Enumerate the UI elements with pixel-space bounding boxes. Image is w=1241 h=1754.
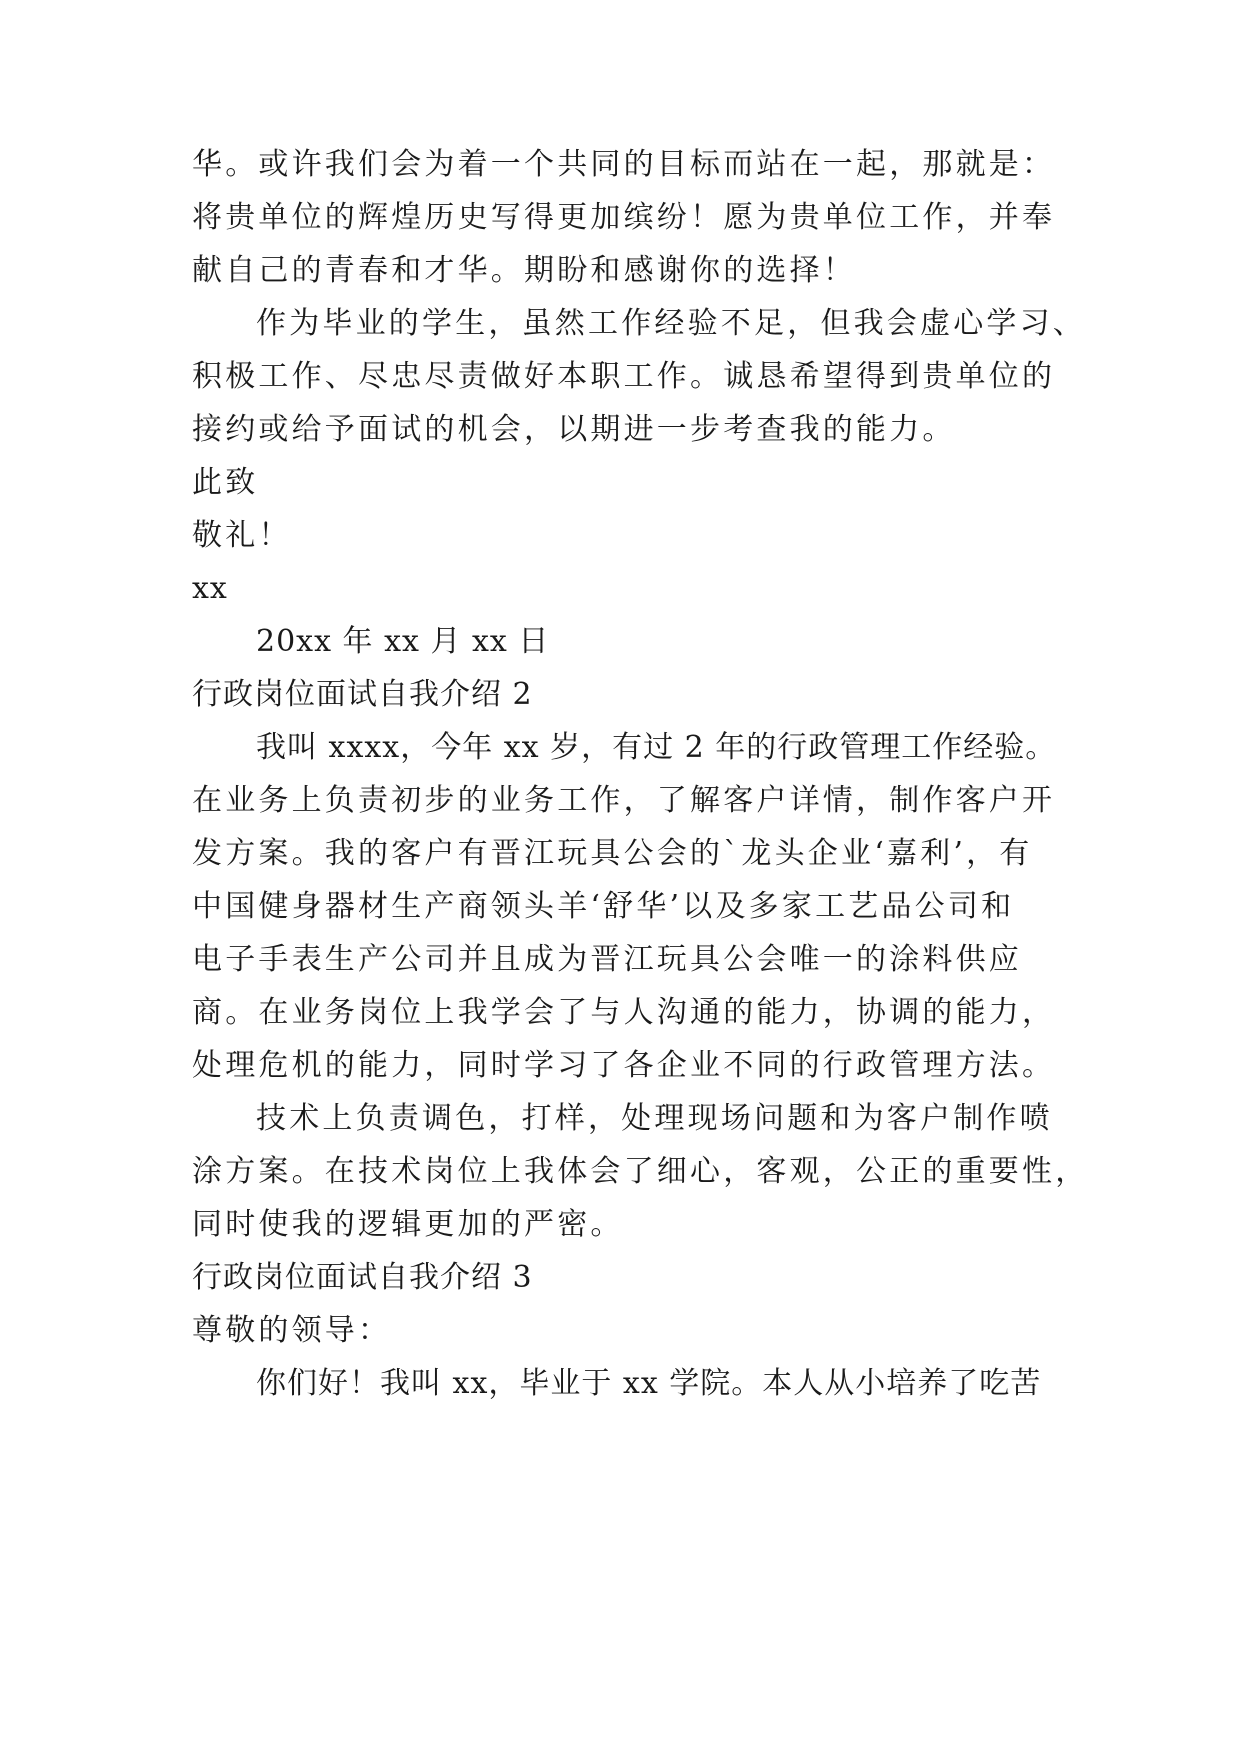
signature-name: xx bbox=[192, 571, 228, 606]
greeting: 尊敬的领导： bbox=[192, 1313, 392, 1348]
paragraph-line: 我叫 xxxx，今年 xx 岁，有过 2 年的行政管理工作经验。 bbox=[256, 730, 1057, 765]
paragraph-line: 献自己的青春和才华。期盼和感谢你的选择！ bbox=[192, 253, 856, 288]
paragraph-line: 你们好！我叫 xx，毕业于 xx 学院。本人从小培养了吃苦 bbox=[256, 1366, 1042, 1401]
paragraph-line: 接约或给予面试的机会，以期进一步考查我的能力。 bbox=[192, 412, 956, 447]
paragraph-line: 积极工作、尽忠尽责做好本职工作。诚恳希望得到贵单位的 bbox=[192, 359, 1056, 394]
paragraph-line: 作为毕业的学生，虽然工作经验不足，但我会虚心学习、 bbox=[256, 306, 1086, 341]
paragraph-line: 中国健身器材生产商领头羊‘舒华’以及多家工艺品公司和 bbox=[192, 889, 1015, 924]
section-heading: 行政岗位面试自我介绍 2 bbox=[192, 677, 533, 712]
paragraph-line: 将贵单位的辉煌历史写得更加缤纷！愿为贵单位工作，并奉 bbox=[192, 200, 1056, 235]
section-heading: 行政岗位面试自我介绍 3 bbox=[192, 1260, 533, 1295]
paragraph-line: 技术上负责调色，打样，处理现场问题和为客户制作喷 bbox=[256, 1101, 1053, 1136]
paragraph-line: 涂方案。在技术岗位上我体会了细心，客观，公正的重要性， bbox=[192, 1154, 1089, 1189]
closing-respect: 敬礼！ bbox=[192, 518, 292, 553]
paragraph-line: 处理危机的能力，同时学习了各企业不同的行政管理方法。 bbox=[192, 1048, 1056, 1083]
paragraph-line: 同时使我的逻辑更加的严密。 bbox=[192, 1207, 624, 1242]
closing-salutation: 此致 bbox=[192, 465, 259, 500]
signature-date: 20xx 年 xx 月 xx 日 bbox=[256, 624, 550, 659]
paragraph-line: 电子手表生产公司并且成为晋江玩具公会唯一的涂料供应 bbox=[192, 942, 1022, 977]
paragraph-line: 在业务上负责初步的业务工作，了解客户详情，制作客户开 bbox=[192, 783, 1056, 818]
paragraph-line: 商。在业务岗位上我学会了与人沟通的能力，协调的能力， bbox=[192, 995, 1056, 1030]
paragraph-line: 华。或许我们会为着一个共同的目标而站在一起，那就是： bbox=[192, 147, 1056, 182]
paragraph-line: 发方案。我的客户有晋江玩具公会的`龙头企业‘嘉利’，有 bbox=[192, 836, 1033, 871]
